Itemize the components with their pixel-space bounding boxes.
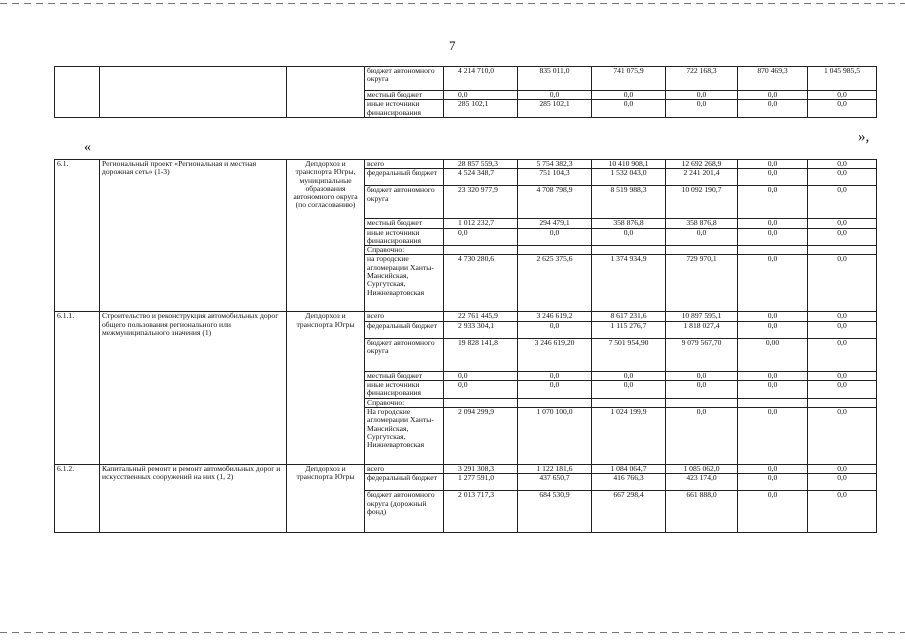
value-cell: 285 102,1 [518, 100, 592, 118]
value-cell: 0,0 [592, 381, 666, 399]
value-cell [592, 246, 666, 255]
value-cell: 1 012 232,7 [444, 219, 518, 228]
source-cell: местный бюджет [365, 91, 444, 100]
value-cell: 294 479,1 [518, 219, 592, 228]
value-cell: 0,0 [808, 219, 877, 228]
name-cell [100, 67, 287, 118]
value-cell: 8 519 988,3 [592, 186, 666, 219]
value-cell: 0,0 [592, 100, 666, 118]
value-cell: 1 374 934,9 [592, 255, 666, 312]
value-cell: 2 241 201,4 [666, 169, 738, 186]
source-cell: иные источники финансирования [365, 100, 444, 118]
value-cell: 9 079 567,70 [666, 338, 738, 371]
executor-cell: Депдорхоз и транспорта Югры, муниципальные образования автономного округа (по согласованию) [287, 160, 365, 312]
value-cell: 0,0 [808, 228, 877, 246]
value-cell: 0,0 [808, 312, 877, 321]
value-cell: 0,0 [592, 91, 666, 100]
table-row [55, 160, 877, 169]
value-cell: 1 122 181,6 [518, 464, 592, 473]
value-cell: 358 876,8 [592, 219, 666, 228]
value-cell: 28 857 559,3 [444, 160, 518, 169]
value-cell [592, 398, 666, 407]
value-cell: 0,0 [444, 228, 518, 246]
value-cell: 1 818 027,4 [666, 321, 738, 338]
value-cell: 0,0 [518, 371, 592, 380]
value-cell: 23 320 977,9 [444, 186, 518, 219]
value-cell: 0,0 [738, 491, 808, 533]
value-cell: 416 766,3 [592, 474, 666, 491]
value-cell [808, 398, 877, 407]
source-cell: иные источники финансирования [365, 381, 444, 399]
value-cell: 1 084 064,7 [592, 464, 666, 473]
value-cell: 0,0 [592, 228, 666, 246]
value-cell: 661 888,0 [666, 491, 738, 533]
row-number-cell: 6.1.1. [55, 312, 100, 464]
value-cell [444, 246, 518, 255]
value-cell: 0,0 [666, 371, 738, 380]
value-cell: 751 104,3 [518, 169, 592, 186]
table-row [55, 464, 877, 473]
value-cell: 0,0 [738, 312, 808, 321]
executor-cell: Депдорхоз и транспорта Югры [287, 312, 365, 464]
page-number: 7 [449, 38, 456, 53]
row-number-cell: 6.1. [55, 160, 100, 312]
value-cell: 0,0 [808, 338, 877, 371]
value-cell: 423 174,0 [666, 474, 738, 491]
source-cell: всего [365, 312, 444, 321]
value-cell: 835 011,0 [518, 67, 592, 91]
value-cell: 5 754 382,3 [518, 160, 592, 169]
name-cell: Строительство и реконструкция автомобильных дорог общего пользования регионального или межмуниципального значения (1) [100, 312, 287, 464]
value-cell: 0,0 [738, 100, 808, 118]
value-cell: 0,0 [444, 91, 518, 100]
value-cell: 7 501 954,90 [592, 338, 666, 371]
value-cell: 0,0 [444, 371, 518, 380]
value-cell [666, 398, 738, 407]
value-cell: 0,0 [808, 371, 877, 380]
source-cell: Справочно: [365, 398, 444, 407]
value-cell: 4 730 280,6 [444, 255, 518, 312]
opening-quote: « [84, 140, 91, 155]
value-cell: 0,0 [808, 169, 877, 186]
value-cell: 0,0 [738, 371, 808, 380]
source-cell: бюджет автономного округа [365, 338, 444, 371]
value-cell: 0,0 [808, 474, 877, 491]
value-cell: 437 650,7 [518, 474, 592, 491]
value-cell: 0,00 [738, 338, 808, 371]
value-cell: 2 094 299,9 [444, 407, 518, 464]
row-number-cell [55, 67, 100, 118]
value-cell: 0,0 [738, 464, 808, 473]
value-cell: 1 045 985,5 [808, 67, 877, 91]
value-cell [738, 398, 808, 407]
value-cell [518, 398, 592, 407]
value-cell: 0,0 [444, 381, 518, 399]
value-cell [738, 246, 808, 255]
source-cell: федеральный бюджет [365, 321, 444, 338]
executor-cell [287, 67, 365, 118]
value-cell: 0,0 [738, 474, 808, 491]
name-cell: Капитальный ремонт и ремонт автомобильных дорог и искусственных сооружений на них (1, 2) [100, 464, 287, 532]
source-cell: местный бюджет [365, 371, 444, 380]
scan-edge-bottom [0, 632, 905, 633]
value-cell: 0,0 [518, 91, 592, 100]
value-cell [518, 246, 592, 255]
value-cell: 3 291 308,3 [444, 464, 518, 473]
source-cell: бюджет автономного округа [365, 67, 444, 91]
value-cell: 0,0 [808, 407, 877, 464]
value-cell: 2 625 375,6 [518, 255, 592, 312]
value-cell: 0,0 [738, 186, 808, 219]
value-cell: 0,0 [666, 407, 738, 464]
value-cell: 684 530,9 [518, 491, 592, 533]
value-cell: 0,0 [808, 464, 877, 473]
source-cell: бюджет автономного округа [365, 186, 444, 219]
value-cell: 1 024 199,9 [592, 407, 666, 464]
value-cell: 741 075,9 [592, 67, 666, 91]
value-cell: 870 469,3 [738, 67, 808, 91]
name-cell: Региональный проект «Региональная и местная дорожная сеть» (1-3) [100, 160, 287, 312]
value-cell: 0,0 [666, 100, 738, 118]
value-cell: 4 214 710,0 [444, 67, 518, 91]
scan-edge-top [0, 3, 905, 4]
value-cell: 1 532 043,0 [592, 169, 666, 186]
source-cell: всего [365, 464, 444, 473]
value-cell: 19 828 141,8 [444, 338, 518, 371]
value-cell: 3 246 619,2 [518, 312, 592, 321]
value-cell: 0,0 [666, 381, 738, 399]
value-cell: 3 246 619,20 [518, 338, 592, 371]
value-cell: 0,0 [738, 219, 808, 228]
value-cell: 0,0 [808, 491, 877, 533]
value-cell: 0,0 [738, 255, 808, 312]
value-cell: 0,0 [808, 186, 877, 219]
value-cell: 0,0 [808, 255, 877, 312]
executor-cell: Депдорхоз и транспорта Югры [287, 464, 365, 532]
value-cell: 0,0 [666, 91, 738, 100]
value-cell: 0,0 [808, 381, 877, 399]
value-cell: 10 897 595,1 [666, 312, 738, 321]
value-cell: 0,0 [738, 381, 808, 399]
source-cell: всего [365, 160, 444, 169]
source-cell: бюджет автономного округа (дорожный фонд) [365, 491, 444, 533]
value-cell: 667 298,4 [592, 491, 666, 533]
value-cell: 22 761 445,9 [444, 312, 518, 321]
funding-table [54, 159, 877, 533]
value-cell: 358 876,8 [666, 219, 738, 228]
value-cell: 0,0 [808, 91, 877, 100]
value-cell: 0,0 [518, 381, 592, 399]
value-cell: 0,0 [738, 160, 808, 169]
value-cell: 285 102,1 [444, 100, 518, 118]
value-cell: 0,0 [738, 407, 808, 464]
value-cell: 2 933 304,1 [444, 321, 518, 338]
value-cell: 2 013 717,3 [444, 491, 518, 533]
value-cell: 10 092 190,7 [666, 186, 738, 219]
value-cell: 0,0 [738, 321, 808, 338]
value-cell [444, 398, 518, 407]
source-cell: Справочно: [365, 246, 444, 255]
value-cell [808, 246, 877, 255]
closing-quote: », [858, 129, 870, 145]
value-cell: 10 410 908,1 [592, 160, 666, 169]
value-cell: 12 692 268,9 [666, 160, 738, 169]
source-cell: федеральный бюджет [365, 474, 444, 491]
continued-table [54, 66, 877, 118]
source-cell: иные источники финансирования [365, 228, 444, 246]
value-cell: 0,0 [808, 100, 877, 118]
value-cell: 722 168,3 [666, 67, 738, 91]
value-cell: 0,0 [592, 371, 666, 380]
value-cell: 1 277 591,0 [444, 474, 518, 491]
table-row [55, 67, 877, 91]
value-cell: 0,0 [518, 228, 592, 246]
value-cell: 729 970,1 [666, 255, 738, 312]
source-cell: федеральный бюджет [365, 169, 444, 186]
table-row [55, 312, 877, 321]
source-cell: на городские агломерации Ханты-Мансийская, Сургутская, Нижневартовская [365, 255, 444, 312]
value-cell: 4 524 348,7 [444, 169, 518, 186]
source-cell: На городские агломерации Ханты-Мансийская, Сургутская, Нижневартовская [365, 407, 444, 464]
source-cell: местный бюджет [365, 219, 444, 228]
value-cell [666, 246, 738, 255]
value-cell: 0,0 [738, 91, 808, 100]
value-cell: 0,0 [808, 160, 877, 169]
value-cell: 1 085 062,0 [666, 464, 738, 473]
value-cell: 1 115 276,7 [592, 321, 666, 338]
value-cell: 0,0 [666, 228, 738, 246]
value-cell: 8 617 231,6 [592, 312, 666, 321]
value-cell: 0,0 [518, 321, 592, 338]
value-cell: 0,0 [738, 169, 808, 186]
row-number-cell: 6.1.2. [55, 464, 100, 532]
value-cell: 4 708 798,9 [518, 186, 592, 219]
value-cell: 1 070 100,0 [518, 407, 592, 464]
value-cell: 0,0 [738, 228, 808, 246]
value-cell: 0,0 [808, 321, 877, 338]
